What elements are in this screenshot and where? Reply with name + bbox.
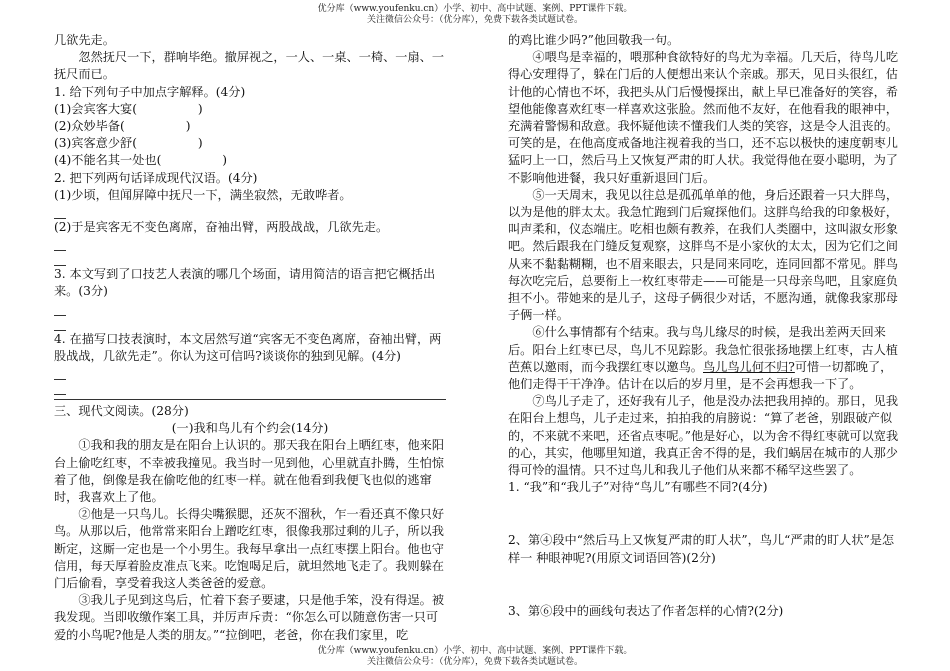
section-divider — [54, 399, 446, 400]
reading-paragraph-2: ②他是一只鸟儿。长得尖嘴猴腮，还灰不溜秋，乍一看还真不像只好鸟。从那以后，他常常来阳台上蹭吃红枣，很像我那过剩的儿子，所以我断定，这厮一定也是一个小男生。我每早拿出一点红枣摆上阳台。他也守信用，每天厚着脸皮准点飞来。吃饱喝足后，就坦然地飞走了。我则躲在门后偷看，享受着我这人类爸爸的爱意。 — [54, 507, 445, 591]
reading-paragraph-5: ⑤一天周末，我见以往总是孤孤单单的他，身后还跟着一只大胖鸟，以为是他的胖太太。我急忙跑到门后窥探他们。这胖鸟给我的印象极好，叫声柔和，仪态端庄。吃相也颇有教养，在我们人类圈中，这叫淑女形象吧。然后跟我在门缝反复观察，这胖鸟不是小家伙的太太，因为它们之间从来不黏黏糊糊，也不眉来眼去，只是同来同吃，连同回都不常见。胖鸟每次吃完后，总要衔上一枚红枣带走——可能是一只母亲鸟吧，且家庭负担不小。带她来的是儿子，这母子俩很少对话，不愿沟通，就像我家那母子俩一样。 — [508, 187, 899, 323]
reading-paragraph-6 — [508, 324, 904, 393]
answer-line[interactable] — [54, 380, 66, 395]
question-1-item-1: (1)会宾客大宴( ) — [54, 101, 203, 116]
text-fragment: 的鸡比谁少吗?”他回敬我一句。 — [508, 33, 680, 47]
reading-paragraph-4: ④喂鸟是幸福的，喂那种食欲特好的鸟尤为幸福。几天后，待鸟儿吃得心安理得了，躲在门后的人便想出来认个亲戚。那天，见日头很红，估计他的心情也不坏，我把头从门后慢慢探出，献上早已准备好的笑容，希望他能像喜欢红枣一样喜欢这张脸。然而他不友好，在他看我的眼神中，充满着警惕和敌意。我怀疑他读不懂我们人类的笑容，这是令人沮丧的。可笑的是，在他高度戒备地注视着我的当口，还不忘以极快的速度朝枣儿猛叼上一口，然后马上又恢复严肃的盯人状。我觉得他在耍小聪明，为了不影响他进餐，我只好重新退回门后。 — [508, 50, 899, 185]
answer-line[interactable] — [54, 251, 66, 266]
question-1-item-2: (2)众妙毕备( ) — [54, 119, 191, 134]
reading-paragraph-3: ③我儿子见到这鸟后，忙着下套子要逮，只是他手笨，没有得逞。被我发现。当即收缴作案工具，并厉声斥责：“你怎么可以随意伤害一只可爱的小鸟呢?他是人类的朋友。”“拉倒吧，老爸，你在我们家里，吃 — [54, 593, 445, 642]
question-3: 3. 本文写到了口技艺人表演的哪几个场面，请用简洁的语言把它概括出来。(3分) — [54, 267, 436, 299]
question-1-item-4: (4)不能名其一处也( ) — [54, 153, 228, 168]
question-2-item-1: (1)少顷，但闻屏障中抚尺一下，满坐寂然，无敢哗者。 — [54, 187, 352, 202]
question-2-item-2: (2)于是宾客无不变色离席，奋袖出臂，两股战战，几欲先走。 — [54, 220, 389, 235]
reading-paragraph-7: ⑦鸟儿子走了，还好我有儿子，他是没办法把我用掉的。那日，见我在阳台上想鸟，儿子走过来，拍拍我的肩膀说：“算了老爸，别跟破产似的，不来就不来吧，还省点枣呢。”他是好心，以为舍不得红枣就可以宽我的心，其实，他哪里知道，我真正舍不得的是，我们蜗居在城市的人那少得可怜的温情。只不过鸟儿和我儿子他们从来都不稀罕这些罢了。 — [508, 394, 899, 478]
question-2: 2. 把下列两句话译成现代汉语。(4分) — [54, 170, 258, 185]
answer-line[interactable] — [54, 301, 66, 316]
reading-paragraph-1: ①我和我的朋友是在阳台上认识的。那天我在阳台上晒红枣，他来阳台上偷吃红枣，不幸被我撞见。我当时一见到他，心里就直扑腾，生怕惊着了他，倒像是我在偷吃他的红枣一样。就在他看到我便飞也似的逃窜时，我喜欢上了他。 — [54, 438, 445, 505]
footer-line-2: 关注微信公众号：（优分库），免费下载各类试题试卷。 — [366, 657, 583, 667]
question-1-item-3: (3)宾客意少舒( ) — [54, 136, 203, 151]
text-fragment: 几欲先走。 — [54, 33, 115, 47]
reading-question-3: 3、第⑥段中的画线句表达了作者怎样的心情?(2分) — [508, 603, 784, 618]
passage-paragraph: 忽然抚尺一下，群响毕绝。撤屏视之，一人、一桌、一椅、一扇、一抚尺而已。 — [54, 50, 445, 82]
answer-space[interactable] — [508, 567, 904, 603]
left-column — [54, 32, 446, 644]
reading-title: (一)我和鸟儿有个约会(14分) — [171, 421, 329, 436]
answer-line[interactable] — [54, 236, 66, 251]
paragraph-6-part-c: 可惜一切都晚了，他们走得干干净净。估计在以后的岁月里，是不会再想我一下了。 — [508, 359, 893, 392]
page-footer — [0, 646, 950, 668]
header-line-1: 优分库（www.youfenku.cn）小学、初中、高中试题、案例、PPT课件下载。 — [317, 4, 633, 14]
answer-line[interactable] — [54, 316, 66, 331]
footer-line-1: 优分库（www.youfenku.cn）小学、初中、高中试题、案例、PPT课件下载。 — [317, 646, 633, 656]
right-column — [508, 32, 904, 620]
page-header — [0, 4, 950, 26]
reading-question-2: 2、第④段中“然后马上又恢复严肃的盯人状”，鸟儿“严肃的盯人状”是怎样一 种眼神呢?(用原文词语回答)(2分) — [508, 533, 895, 565]
underlined-sentence: 鸟儿鸟儿何不归? — [703, 359, 795, 374]
question-4: 4. 在描写口技表演时，本文居然写道“宾客无不变色离席，奋袖出臂，两股战战，几欲先走”。你认为这可信吗?谈谈你的独到见解。(4分) — [54, 331, 442, 363]
paragraph-6-part-a: ⑥什么事情都有个结束。我与鸟儿缘尽的时候，是我出差两天回来后。阳台上红枣已尽，鸟儿不见踪影。我急忙很张扬地摆上红枣，古人植芭蕉以邀雨，而今我摆红枣以邀鸟。 — [508, 325, 898, 374]
section-heading: 三、现代文阅读。(28分) — [54, 404, 189, 419]
reading-question-1: 1. “我”和“我儿子”对待“鸟儿”有哪些不同?(4分) — [508, 480, 768, 495]
answer-line[interactable] — [54, 204, 66, 219]
header-line-2: 关注微信公众号：（优分库），免费下载各类试题试卷。 — [366, 15, 583, 25]
question-1: 1. 给下列句子中加点字解释。(4分) — [54, 84, 246, 99]
answer-line[interactable] — [54, 365, 66, 380]
answer-space[interactable] — [508, 496, 904, 532]
